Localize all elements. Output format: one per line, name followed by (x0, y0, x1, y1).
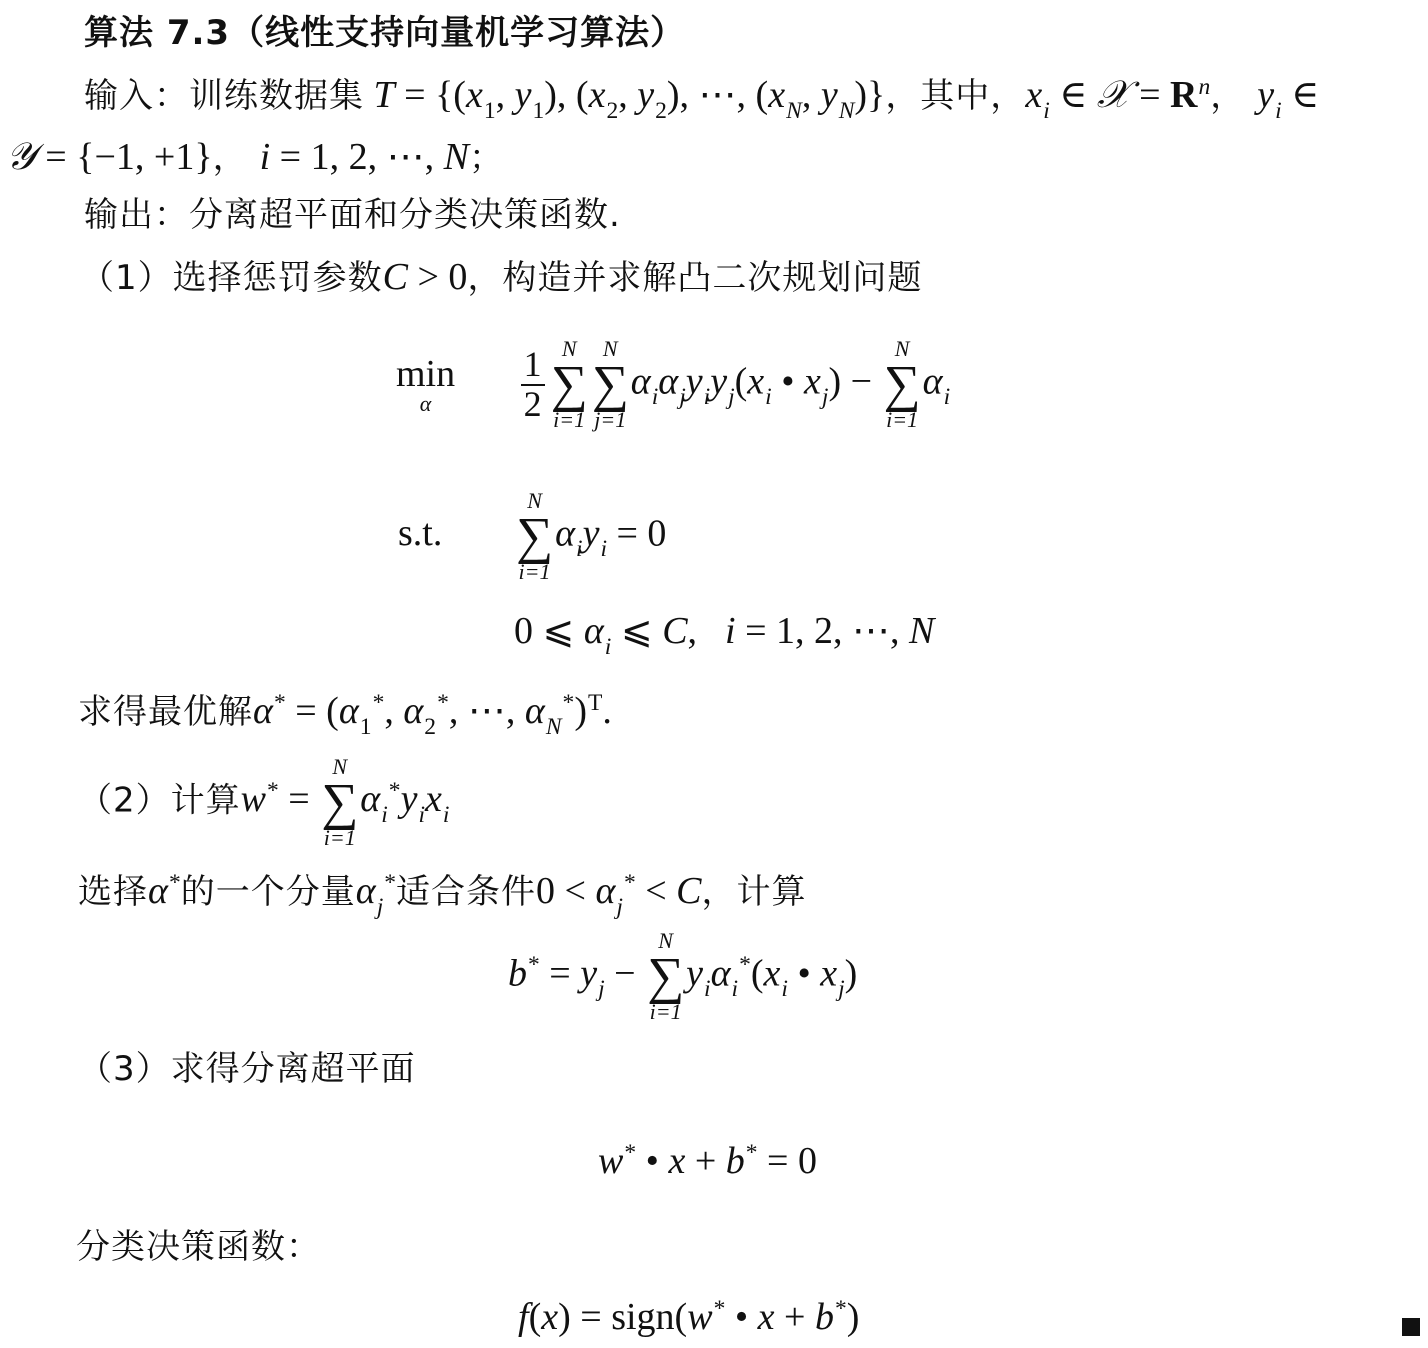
sum-w: N ∑ i=1 (321, 754, 359, 851)
min-variable: α (419, 390, 432, 416)
objective-formula: min α $\frac{1}{2}$ N ∑ i=1 N ∑ j=1 $\alpha_i\alpha_jy_iy_j(x_i$ • $x_j$) − N ∑ i=1 $\alpha_i$ (396, 336, 951, 433)
alpha-star-symbol: α* (148, 870, 181, 912)
optimal-solution-formula: $\alpha^* = (\alpha_1^*$, $\alpha_2^*$, ⋯, $\alpha_N^*)^T$. (253, 690, 612, 740)
penalty-formula: C > 0 (382, 256, 468, 298)
sum-j: N ∑ j=1 (591, 336, 629, 433)
decision-function-formula: f(x) = sign(w* • x + b*) (518, 1296, 860, 1338)
y-domain-formula: 𝒴 = {−1, +1} (6, 136, 213, 178)
y-domain-formula-start: $y_i$ ∈ (1257, 74, 1320, 124)
step2-label: （2）计算 (78, 780, 241, 821)
sum-i: N ∑ i=1 (550, 336, 588, 433)
input-line (84, 74, 1320, 124)
half-fraction: $\frac{1}{2}$ (521, 346, 545, 424)
end-of-algorithm-mark (1402, 1318, 1420, 1336)
choose-component-line (78, 870, 807, 920)
x-domain-formula: $x_i$ ∈ 𝒳 = $R^n$ (1025, 74, 1211, 124)
min-operator (396, 352, 456, 416)
step1-label: （1）选择惩罚参数 (80, 258, 383, 298)
hyperplane-formula: w* • x + b* = 0 (598, 1140, 817, 1182)
output-line: 输出：分离超平面和分类决策函数. (84, 195, 621, 235)
input-mid: ，其中， (885, 76, 1026, 116)
decision-function-label: 分类决策函数： (76, 1227, 321, 1267)
index-range-formula: i = 1, 2, ⋯, N (259, 136, 469, 178)
min-word: min (396, 352, 456, 395)
st-word: s.t. (398, 512, 443, 555)
choose-cond: 适合条件 (396, 872, 537, 912)
constraint-sum-formula: s.t. N ∑ i=1 $\alpha_iy_i = 0$ (398, 488, 667, 585)
alpha-j-star-symbol: $\alpha_j^*$ (355, 870, 397, 920)
step1-suffix: ，构造并求解凸二次规划问题 (467, 258, 923, 298)
sum-b: N ∑ i=1 (647, 928, 685, 1025)
input-end: ； (468, 138, 504, 178)
step3-line: （3）求得分离超平面 (78, 1049, 416, 1089)
input-label: 输入：训练数据集 (84, 76, 364, 116)
condition-formula: $0 < \alpha_j^* < C$ (536, 870, 702, 920)
sign-word: sign (611, 1296, 675, 1338)
training-set-formula: $T = \{(x_1$, $y_1$), ($x_2$, $y_2$), ⋯, ($x_N$, $y_N$)} (373, 74, 886, 124)
choose-prefix: 选择 (78, 872, 148, 912)
step2-line (78, 756, 449, 849)
sum-constraint: N ∑ i=1 (516, 488, 554, 585)
sum-i-second: N ∑ i=1 (883, 336, 921, 433)
b-star-formula: $b^* = y_j$ − N ∑ i=1 $y_i\alpha_i^*(x_i$ • $x_j$) (508, 928, 858, 1025)
step1-line (80, 256, 922, 300)
algorithm-title: 算法 7.3（线性支持向量机学习算法） (84, 13, 686, 53)
input-line-continued (6, 136, 504, 180)
result-label: 求得最优解 (78, 692, 253, 732)
constraint-bound-formula: 0 ⩽ $\alpha_i$ ⩽ C, i = 1, 2, ⋯, N (514, 610, 935, 660)
input-sep-2: ， (212, 138, 248, 178)
choose-end: ，计算 (701, 872, 807, 912)
optimal-solution-line (78, 690, 612, 740)
choose-mid: 的一个分量 (180, 872, 356, 912)
input-sep: ， (1210, 76, 1246, 116)
w-star-formula: w* = N ∑ i=1 $\alpha_i^*y_ix_i$ (240, 754, 450, 851)
